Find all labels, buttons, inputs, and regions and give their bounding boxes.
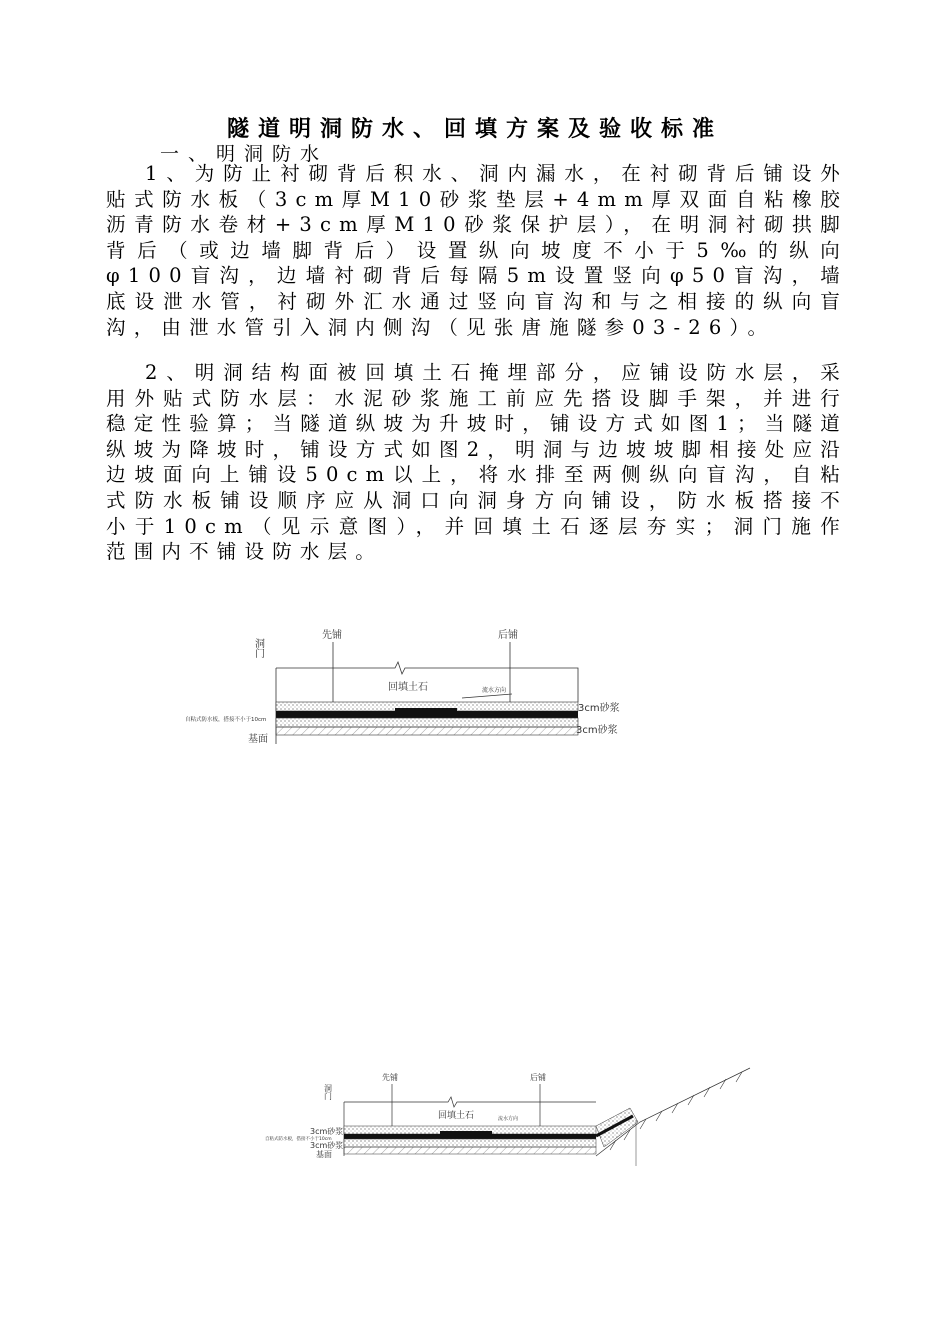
fig2-slope-surface xyxy=(596,1068,750,1156)
fig2-base-layer xyxy=(344,1147,596,1154)
paragraph-2: 2、明洞结构面被回填土石掩埋部分，应铺设防水层，采用外贴式防水层：水泥砂浆施工前应先搭设脚手架，并进行稳定性验算；当隧道纵坡为升坡时，铺设方式如图1；当隧道纵坡为降坡时，铺设方式如图2，明洞与边坡坡脚相接处应沿边坡面向上铺设50cm以上，将水排至两侧纵向盲沟，自粘式防水板铺设顺序应从洞口向洞身方向铺设，防水板搭接不小于10cm（见示意图），并回填土石逐层夯实；洞门施作范围内不铺设防水层。 xyxy=(106,361,848,564)
fig1-first-label: 先铺 xyxy=(322,630,342,641)
fig1-flow-arrow xyxy=(462,694,512,698)
fig2-later-label: 后铺 xyxy=(530,1073,546,1082)
fig1-base-layer xyxy=(276,727,578,735)
fig2-fill-surface xyxy=(344,1097,596,1107)
fig1-membrane-overlap xyxy=(395,708,457,713)
fig1-portal-label: 洞门 xyxy=(252,638,264,658)
fig1-membrane-label: 自粘式防水板，搭接不小于10cm xyxy=(185,717,267,723)
fig1-mortar-top-label: 3cm砂浆 xyxy=(578,703,620,714)
fig1-base-label: 基面 xyxy=(248,734,268,745)
fig1-flow-label: 流水方向 xyxy=(482,687,507,694)
fig1-mortar-bottom-label: 3cm砂浆 xyxy=(576,725,618,736)
fig2-slope-layers xyxy=(596,1108,638,1147)
fig1-later-label: 后铺 xyxy=(498,630,518,641)
fig2-flow-label: 流水方向 xyxy=(498,1116,519,1122)
fig2-mortar-bottom-label: 3cm砂浆 xyxy=(310,1141,344,1150)
fig2-base-label: 基面 xyxy=(316,1150,332,1159)
section-heading: 一、明洞防水 xyxy=(160,143,329,165)
fig2-mortar-bottom-layer xyxy=(344,1139,596,1147)
document-title: 隧道明洞防水、回填方案及验收标准 xyxy=(226,116,723,142)
fig2-portal-label: 洞门 xyxy=(323,1084,333,1100)
figure-2-diagram xyxy=(0,1068,950,1178)
fig1-mortar-bottom-layer xyxy=(276,718,578,727)
fig2-membrane-overlap xyxy=(440,1131,492,1136)
fig2-first-label: 先铺 xyxy=(382,1073,398,1082)
fig2-membrane-label: 自粘式防水板，搭接不小于10cm xyxy=(265,1137,332,1142)
figure-1-diagram xyxy=(0,620,950,760)
fig2-mortar-top-label: 3cm砂浆 xyxy=(310,1127,344,1136)
fig2-fill-label: 回填土石 xyxy=(438,1111,475,1121)
paragraph-1: 1、为防止衬砌背后积水、洞内漏水，在衬砌背后铺设外贴式防水板（3cm厚M10砂浆垫层+4mm厚双面自粘橡胶沥青防水卷材+3cm厚M10砂浆保护层），在明洞衬砌拱脚背后（或边墙脚背后）设置纵向坡度不小于5‰的纵向φ100盲沟，边墙衬砌背后每隔5m设置竖向φ50盲沟，墙底设泄水管，衬砌外汇水通过竖向盲沟和与之相接的纵向盲沟，由泄水管引入洞内侧沟（见张唐施隧参03-26）。 xyxy=(106,162,848,339)
fig1-fill-label: 回填土石 xyxy=(388,682,428,693)
